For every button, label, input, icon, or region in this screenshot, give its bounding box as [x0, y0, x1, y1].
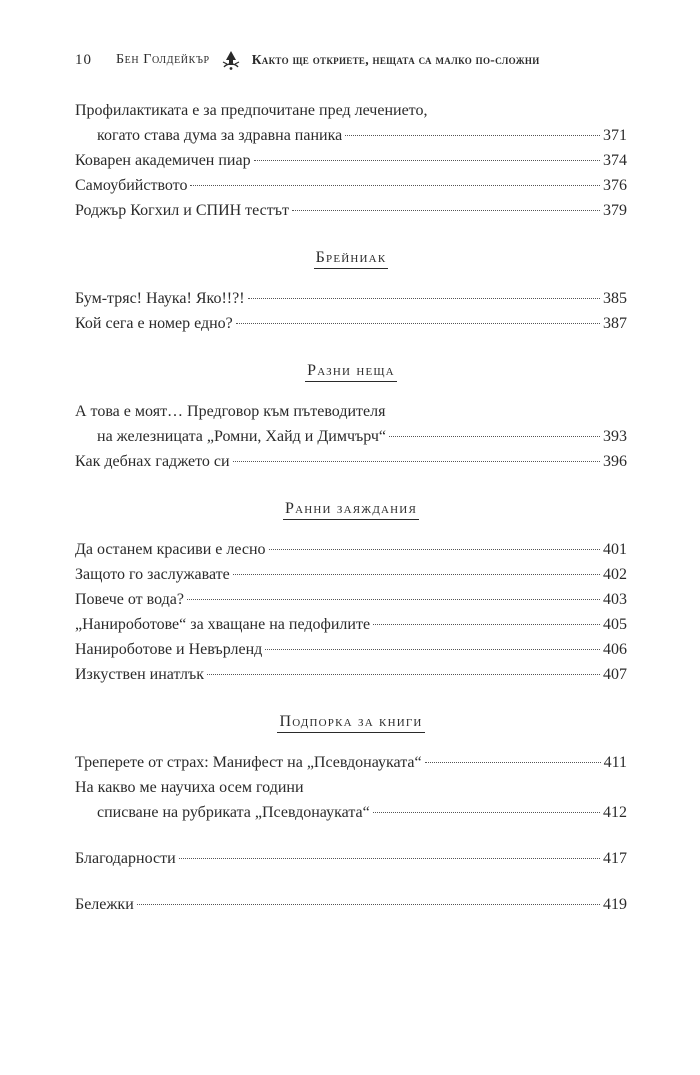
- toc-entry-acknowledgements[interactable]: [75, 846, 627, 871]
- toc-entry-title: Да останем красиви е лесно: [75, 541, 266, 558]
- toc-entry[interactable]: [75, 612, 627, 637]
- toc-entry-title: Бум-тряс! Наука! Яко!!?!: [75, 290, 245, 307]
- dot-leader: [345, 135, 600, 136]
- toc-page-number: 403: [603, 591, 627, 608]
- toc-entry[interactable]: [75, 173, 627, 198]
- toc-page-number: 411: [603, 754, 627, 771]
- section-heading-text: Ранни заяждания: [283, 499, 419, 520]
- toc-entry[interactable]: [75, 399, 627, 424]
- dot-leader: [265, 649, 600, 650]
- page-number: 10: [75, 51, 92, 68]
- header-author: Бен Голдейкър: [116, 52, 210, 67]
- toc-page-number: 401: [603, 541, 627, 558]
- toc-page-number: 385: [603, 290, 627, 307]
- section-heading-text: Брейниак: [314, 248, 389, 269]
- toc-entry[interactable]: [75, 562, 627, 587]
- toc-page-number: 419: [603, 896, 627, 913]
- toc-page-number: 393: [603, 428, 627, 445]
- dot-leader: [389, 436, 600, 437]
- toc-page-number: 387: [603, 315, 627, 332]
- toc-entry-title: списване на рубриката „Псевдонауката“: [97, 804, 370, 821]
- toc-entry[interactable]: [75, 286, 627, 311]
- toc-entry-title: Защото го заслужавате: [75, 566, 230, 583]
- toc-entry[interactable]: [75, 587, 627, 612]
- toc-entry-title: Повече от вода?: [75, 591, 184, 608]
- dot-leader: [373, 624, 600, 625]
- toc-page-number: 417: [603, 850, 627, 867]
- toc-entry[interactable]: [75, 198, 627, 223]
- toc-entry-continuation[interactable]: [75, 800, 627, 825]
- toc-entry[interactable]: [75, 775, 627, 800]
- toc-entry-title: Как дебнах гаджето си: [75, 453, 230, 470]
- toc-entry-continuation[interactable]: [75, 424, 627, 449]
- dot-leader: [236, 323, 600, 324]
- toc-entry-title: Кой сега е номер едно?: [75, 315, 233, 332]
- toc-page-number: 374: [603, 152, 627, 169]
- section-heading-text: Подпорка за книги: [277, 712, 424, 733]
- dot-leader: [248, 298, 600, 299]
- toc-entry[interactable]: [75, 449, 627, 474]
- toc-page-number: 379: [603, 202, 627, 219]
- header-section-title: Както ще откриете, нещата са малко по-сложни: [251, 52, 540, 67]
- toc-entry-title: когато става дума за здравна паника: [97, 127, 343, 144]
- toc-entry-title: „Нанироботове“ за хващане на педофилите: [75, 616, 371, 633]
- section-heading-text: Разни неща: [305, 361, 397, 382]
- section-heading: [75, 245, 627, 270]
- running-header: [75, 48, 627, 72]
- toc-entry-title: Профилактиката е за предпочитане пред лечението,: [75, 102, 428, 119]
- dot-leader: [373, 812, 600, 813]
- dot-leader: [254, 160, 600, 161]
- toc-page-number: 402: [603, 566, 627, 583]
- toc-entry[interactable]: [75, 148, 627, 173]
- dot-leader: [179, 858, 600, 859]
- toc-entry[interactable]: [75, 662, 627, 687]
- toc-entry-title: Коварен академичен пиар: [75, 152, 251, 169]
- toc-page-number: 376: [603, 177, 627, 194]
- dot-leader: [233, 461, 600, 462]
- toc-page-number: 407: [603, 666, 627, 683]
- toc-entry-title: А това е моят… Предговор към пътеводителя: [75, 403, 386, 420]
- toc-page-number: 371: [603, 127, 627, 144]
- toc-entry-title: На какво ме научиха осем години: [75, 779, 304, 796]
- toc-entry-title: Благодарности: [75, 850, 176, 867]
- toc-entry[interactable]: [75, 750, 627, 775]
- toc-entry[interactable]: [75, 311, 627, 336]
- toc-entry-title: на железницата „Ромни, Хайд и Димчърч“: [97, 428, 387, 445]
- toc-page-number: 412: [603, 804, 627, 821]
- dot-leader: [137, 904, 600, 905]
- section-heading: [75, 358, 627, 383]
- dot-leader: [190, 185, 600, 186]
- dot-leader: [207, 674, 600, 675]
- toc-entry-title: Треперете от страх: Манифест на „Псевдонауката“: [75, 754, 422, 771]
- toc-entry[interactable]: [75, 637, 627, 662]
- dot-leader: [269, 549, 601, 550]
- section-heading: [75, 709, 627, 734]
- toc-entry-title: Роджър Когхил и СПИН тестът: [75, 202, 290, 219]
- dot-leader: [292, 210, 600, 211]
- toc-entry-title: Бележки: [75, 896, 134, 913]
- toc-entry-title: Изкуствен инатлък: [75, 666, 205, 683]
- table-of-contents: [75, 98, 627, 917]
- toc-page-number: 405: [603, 616, 627, 633]
- pen-nib-emblem-icon: [220, 49, 242, 71]
- toc-page-number: 396: [603, 453, 627, 470]
- dot-leader: [187, 599, 600, 600]
- dot-leader: [233, 574, 600, 575]
- section-heading: [75, 496, 627, 521]
- toc-entry[interactable]: [75, 537, 627, 562]
- dot-leader: [425, 762, 601, 763]
- toc-entry-title: Самоубийството: [75, 177, 188, 194]
- toc-entry-title: Нанироботове и Невърленд: [75, 641, 263, 658]
- toc-entry-notes[interactable]: [75, 892, 627, 917]
- toc-entry-continuation[interactable]: [75, 123, 627, 148]
- toc-entry[interactable]: [75, 98, 627, 123]
- toc-page-number: 406: [603, 641, 627, 658]
